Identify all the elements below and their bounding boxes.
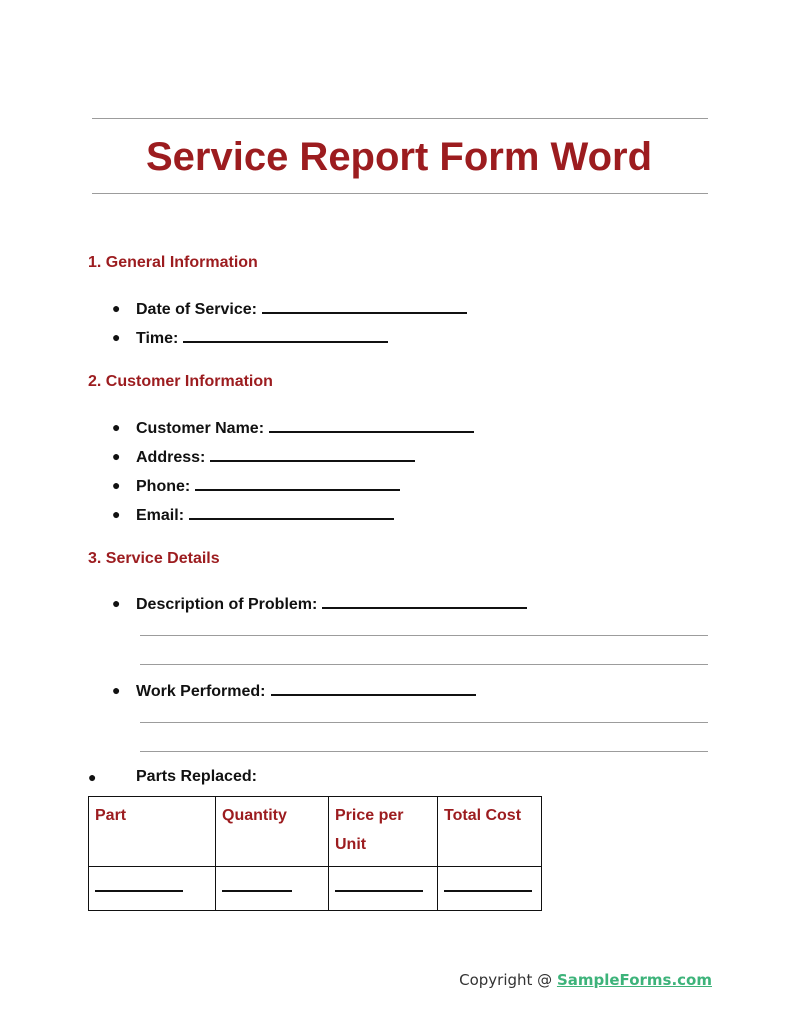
problem-blank-line[interactable] — [322, 593, 527, 609]
bullet-icon: ● — [112, 329, 121, 345]
part-blank-line — [95, 874, 183, 892]
email-blank-line[interactable] — [189, 504, 394, 520]
field-date-of-service — [112, 298, 467, 320]
copyright-footer — [459, 970, 712, 990]
quantity-blank-line — [222, 874, 292, 892]
parts-table — [88, 796, 542, 911]
work-write-line[interactable] — [140, 751, 708, 752]
total-cost-cell[interactable] — [438, 867, 542, 911]
field-label: Date of Service: — [136, 301, 257, 318]
quantity-cell[interactable] — [216, 867, 329, 911]
column-header-quantity: Quantity — [216, 797, 329, 867]
bullet-icon: ● — [88, 769, 97, 785]
address-blank-line[interactable] — [210, 446, 415, 462]
table-header-row — [89, 797, 542, 867]
column-header-price-per-unit: Price per Unit — [329, 797, 438, 867]
problem-write-line[interactable] — [140, 664, 708, 665]
field-label: Description of Problem: — [136, 596, 318, 613]
field-label: Email: — [136, 507, 185, 524]
column-header-total-cost: Total Cost — [438, 797, 542, 867]
field-label: Customer Name: — [136, 420, 265, 437]
problem-write-line[interactable] — [140, 635, 708, 636]
field-label: Parts Replaced: — [136, 768, 257, 785]
bullet-icon: ● — [112, 506, 121, 522]
field-time — [112, 327, 388, 349]
work-write-line[interactable] — [140, 722, 708, 723]
field-label: Address: — [136, 449, 206, 466]
field-label: Work Performed: — [136, 683, 266, 700]
field-phone — [112, 475, 400, 497]
section-heading-general: 1. General Information — [88, 254, 258, 271]
price-blank-line — [335, 874, 423, 892]
column-header-part: Part — [89, 797, 216, 867]
section-heading-customer: 2. Customer Information — [88, 373, 273, 390]
phone-blank-line[interactable] — [195, 475, 400, 491]
total-blank-line — [444, 874, 532, 892]
bullet-icon: ● — [112, 419, 121, 435]
work-blank-line[interactable] — [271, 680, 476, 696]
brand-link[interactable]: SampleForms.com — [556, 971, 712, 989]
section-heading-service: 3. Service Details — [88, 550, 220, 567]
date-blank-line[interactable] — [262, 298, 467, 314]
field-customer-name — [112, 417, 474, 439]
field-label: Phone: — [136, 478, 191, 495]
table-row — [89, 867, 542, 911]
field-description-of-problem — [112, 593, 527, 615]
field-label: Time: — [136, 330, 179, 347]
time-blank-line[interactable] — [183, 327, 388, 343]
field-email — [112, 504, 394, 526]
bullet-icon: ● — [112, 448, 121, 464]
bullet-icon: ● — [112, 300, 121, 316]
page-title: Service Report Form Word — [145, 135, 653, 179]
bullet-icon: ● — [112, 682, 121, 698]
title-bottom-rule — [92, 193, 708, 194]
part-cell[interactable] — [89, 867, 216, 911]
copyright-text: Copyright @ — [459, 971, 557, 989]
field-parts-replaced — [88, 767, 262, 787]
customer-name-blank-line[interactable] — [269, 417, 474, 433]
bullet-icon: ● — [112, 477, 121, 493]
field-address — [112, 446, 415, 468]
price-per-unit-cell[interactable] — [329, 867, 438, 911]
field-work-performed — [112, 680, 476, 702]
title-top-rule — [92, 118, 708, 119]
bullet-icon: ● — [112, 595, 121, 611]
